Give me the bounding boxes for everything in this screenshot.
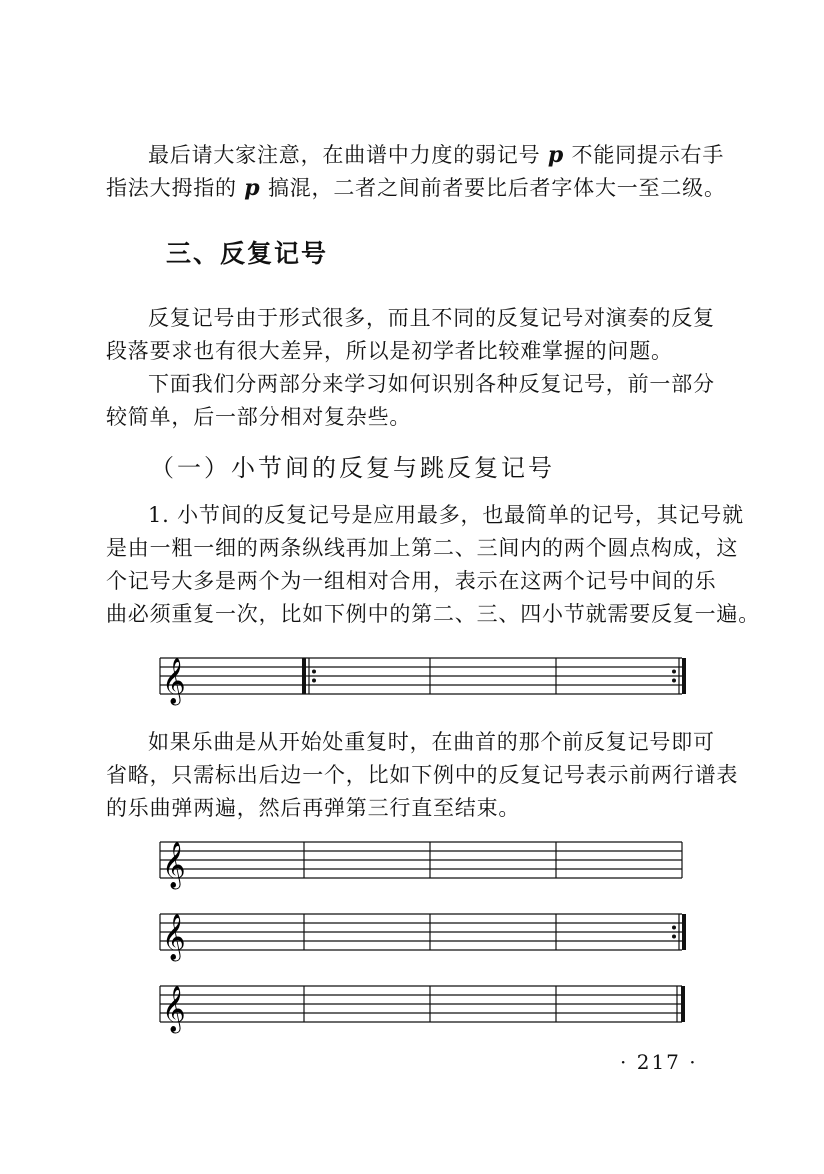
para4-line1: 1. 小节间的反复记号是应用最多，也最简单的记号，其记号就: [148, 503, 744, 527]
treble-clef-icon: 𝄞: [162, 658, 186, 704]
para2-line1: 反复记号由于形式很多，而且不同的反复记号对演奏的反复: [148, 306, 715, 330]
music-staff-example-2-row-3: [150, 978, 690, 1034]
repeat-end-thick-bar: [682, 914, 686, 950]
para4-line2: 是由一粗一细的两条纵线再加上第二、三间内的两个圆点构成，这: [106, 536, 739, 560]
section-heading: 三、反复记号: [166, 239, 329, 268]
repeat-start-thick-bar: [302, 658, 306, 694]
para1-line1: 最后请大家注意，在曲谱中力度的弱记号 p 不能同提示右手: [148, 142, 725, 168]
para4-line4: 曲必须重复一次，比如下例中的第二、三、四小节就需要反复一遍。: [106, 602, 760, 626]
para5-line2: 省略，只需标出后边一个，比如下例中的反复记号表示前两行谱表: [106, 763, 739, 787]
para5-line1: 如果乐曲是从开始处重复时，在曲首的那个前反复记号即可: [148, 730, 715, 754]
music-staff-example-2-row-2: [150, 906, 690, 962]
treble-clef-icon: 𝄞: [162, 986, 186, 1032]
para4-line3: 个记号大多是两个为一组相对合用，表示在这两个记号中间的乐: [106, 569, 717, 593]
final-barline: [681, 986, 685, 1022]
page-number: · 217 ·: [620, 1050, 698, 1074]
repeat-end-thick-bar: [682, 658, 686, 694]
para5-line3: 的乐曲弹两遍，然后再弹第三行直至结束。: [106, 796, 521, 820]
para3-line2: 较简单，后一部分相对复杂些。: [106, 405, 412, 429]
subsection-heading: （一）小节间的反复与跳反复记号: [150, 454, 555, 482]
fingering-p-symbol: p: [244, 175, 261, 201]
music-staff-example-1: [150, 650, 690, 706]
treble-clef-icon: 𝄞: [162, 914, 186, 960]
para1-line2: 指法大拇指的 p 搞混，二者之间前者要比后者字体大一至二级。: [106, 175, 726, 201]
music-staff-example-2-row-1: [150, 834, 690, 890]
para3-line1: 下面我们分两部分来学习如何识别各种反复记号，前一部分: [148, 372, 715, 396]
dynamic-p-symbol: p: [547, 142, 565, 168]
para2-line2: 段落要求也有很大差异，所以是初学者比较难掌握的问题。: [106, 339, 673, 363]
treble-clef-icon: 𝄞: [162, 842, 186, 888]
